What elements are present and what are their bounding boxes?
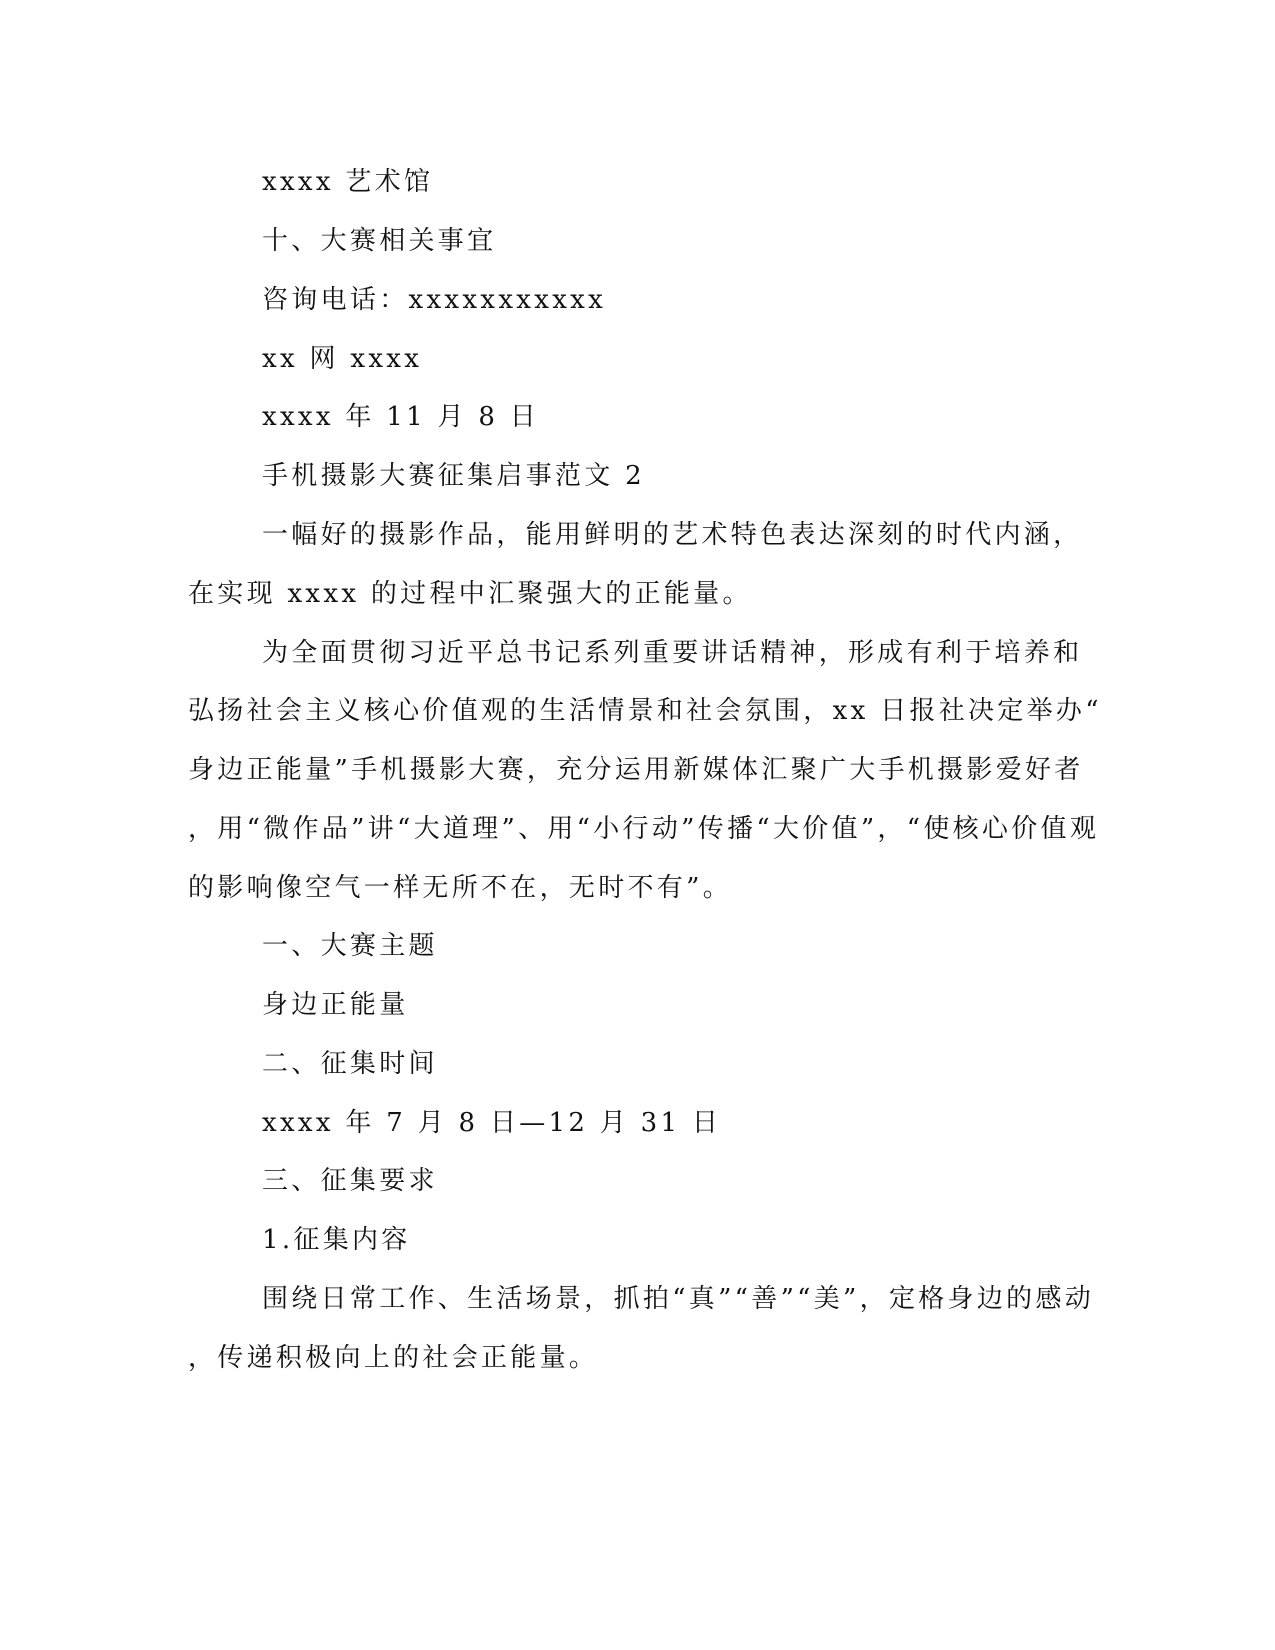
section-heading: 二、征集时间: [262, 1049, 438, 1079]
paragraph-line: 为全面贯彻习近平总书记系列重要讲话精神，形成有利于培养和: [262, 638, 1083, 668]
paragraph-line: 一幅好的摄影作品，能用鲜明的艺术特色表达深刻的时代内涵，: [262, 520, 1083, 550]
paragraph-line: 的影响像空气一样无所不在，无时不有”。: [188, 873, 732, 903]
paragraph-line: 弘扬社会主义核心价值观的生活情景和社会氛围，xx 日报社决定举办“: [188, 696, 1102, 726]
paragraph-line: 围绕日常工作、生活场景，抓拍“真”“善”“美”，定格身边的感动: [262, 1284, 1095, 1314]
date-line: xxxx 年 11 月 8 日: [262, 402, 540, 432]
section-heading: 一、大赛主题: [262, 931, 438, 961]
paragraph-line: ，用“微作品”讲“大道理”、用“小行动”传播“大价值”，“使核心价值观: [188, 814, 1100, 844]
paragraph-line: 身边正能量”手机摄影大赛，充分运用新媒体汇聚广大手机摄影爱好者: [188, 755, 1084, 785]
organizer: xx 网 xxxx: [262, 344, 423, 374]
contact-phone: 咨询电话：xxxxxxxxxxx: [262, 285, 607, 315]
venue-name: xxxx 艺术馆: [262, 167, 434, 197]
collection-period: xxxx 年 7 月 8 日—12 月 31 日: [262, 1108, 722, 1138]
theme-text: 身边正能量: [262, 990, 409, 1020]
document-title: 手机摄影大赛征集启事范文 2: [262, 461, 646, 491]
subsection-heading: 1.征集内容: [262, 1225, 411, 1255]
section-heading: 十、大赛相关事宜: [262, 226, 497, 256]
section-heading: 三、征集要求: [262, 1166, 438, 1196]
paragraph-line: 在实现 xxxx 的过程中汇聚强大的正能量。: [188, 579, 752, 609]
paragraph-line: ，传递积极向上的社会正能量。: [188, 1343, 599, 1373]
